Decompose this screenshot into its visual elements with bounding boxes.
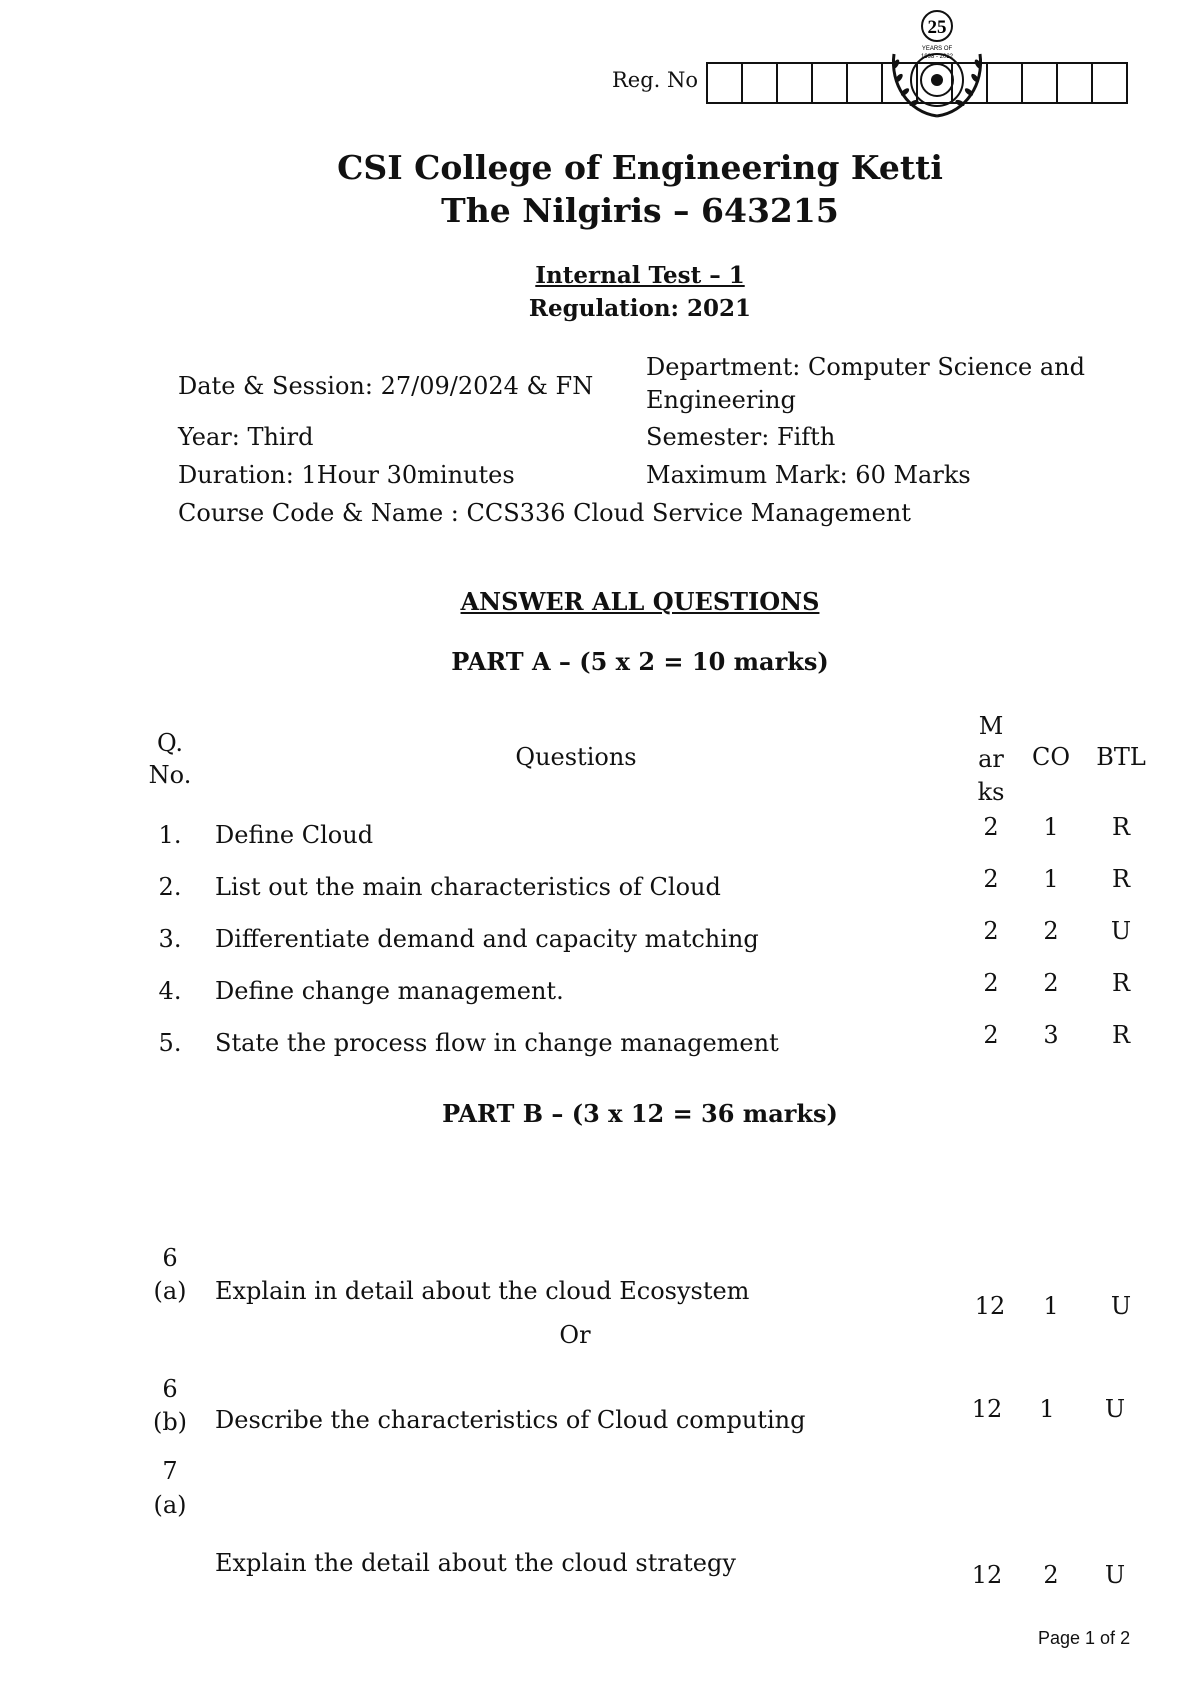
question-btl: R [1111,1021,1131,1049]
seal-years-text: YEARS OF [921,46,953,52]
question-marks: 12 [971,1561,1003,1589]
question-co: 2 [1043,917,1059,945]
max-mark: Maximum Mark: 60 Marks [646,461,971,489]
question-sub: (a) [153,1491,187,1519]
reg-no-box [1023,64,1058,102]
question-marks: 2 [983,865,999,893]
question-btl: R [1111,813,1131,841]
question-co: 1 [1043,865,1059,893]
question-btl: R [1111,969,1131,997]
question-co: 3 [1043,1021,1059,1049]
question-marks: 2 [983,1021,999,1049]
reg-no-box [743,64,778,102]
reg-no-box [813,64,848,102]
seal-number: 25 [927,17,947,38]
question-text: Describe the characteristics of Cloud computing [215,1406,806,1434]
part-a-title: PART A – (5 x 2 = 10 marks) [451,647,829,676]
reg-no-box [708,64,743,102]
question-marks: 2 [983,813,999,841]
question-btl: U [1110,917,1132,945]
year: Year: Third [178,423,314,451]
question-text: Define change management. [215,977,564,1005]
co-header: CO [1031,743,1071,771]
or-separator: Or [559,1321,591,1349]
reg-no-box [1093,64,1128,102]
department-line-1: Department: Computer Science and [646,353,1085,381]
page-number: Page 1 of 2 [1038,1628,1131,1648]
answer-all-questions: ANSWER ALL QUESTIONS [460,587,820,616]
question-marks: 12 [971,1395,1003,1423]
reg-no-box [778,64,813,102]
question-number: 5. [158,1029,182,1057]
college-location: The Nilgiris – 643215 [441,191,839,230]
btl-header: BTL [1096,743,1146,771]
regulation: Regulation: 2021 [528,295,752,322]
question-text: Define Cloud [215,821,374,849]
question-number: 6 [162,1244,178,1272]
question-sub: (a) [153,1277,187,1305]
question-btl: R [1111,865,1131,893]
question-co: 1 [1043,813,1059,841]
question-co: 2 [1043,1561,1059,1589]
test-name: Internal Test – 1 [535,262,745,289]
question-number: 4. [158,977,182,1005]
question-marks: 12 [974,1292,1006,1320]
course-code-name: Course Code & Name : CCS336 Cloud Service Management [178,499,911,527]
question-marks: 2 [983,969,999,997]
duration: Duration: 1Hour 30minutes [178,461,515,489]
questions-header: Questions [515,743,637,771]
question-number: 7 [162,1457,178,1485]
marks-header-1: M [978,712,1004,740]
reg-no-label: Reg. No [612,68,699,92]
question-btl: U [1104,1561,1126,1589]
qno-header-2: No. [148,761,192,789]
question-btl: U [1110,1292,1132,1320]
question-co: 1 [1039,1395,1055,1423]
department-line-2: Engineering [646,386,796,414]
question-btl: U [1104,1395,1126,1423]
question-text: Differentiate demand and capacity matching [215,925,759,953]
question-marks: 2 [983,917,999,945]
question-sub: (b) [152,1408,188,1436]
college-name: CSI College of Engineering Ketti [337,148,943,187]
question-number: 1. [158,821,182,849]
date-session: Date & Session: 27/09/2024 & FN [178,372,594,400]
question-co: 1 [1043,1292,1059,1320]
question-co: 2 [1043,969,1059,997]
question-number: 2. [158,873,182,901]
question-number: 3. [158,925,182,953]
seal-dates: 1998 - 2022 [920,54,954,60]
question-text: Explain the detail about the cloud strategy [215,1549,736,1577]
marks-header-2: ar [978,745,1004,773]
marks-header-3: ks [977,778,1005,806]
qno-header-1: Q. [156,729,184,757]
semester: Semester: Fifth [646,423,836,451]
reg-no-box [1058,64,1093,102]
question-text: List out the main characteristics of Cloud [215,873,721,901]
question-number: 6 [162,1375,178,1403]
part-b-title: PART B – (3 x 12 = 36 marks) [442,1099,838,1128]
question-text: State the process flow in change management [215,1029,779,1057]
question-text: Explain in detail about the cloud Ecosystem [215,1277,750,1305]
college-seal-icon [878,4,996,122]
